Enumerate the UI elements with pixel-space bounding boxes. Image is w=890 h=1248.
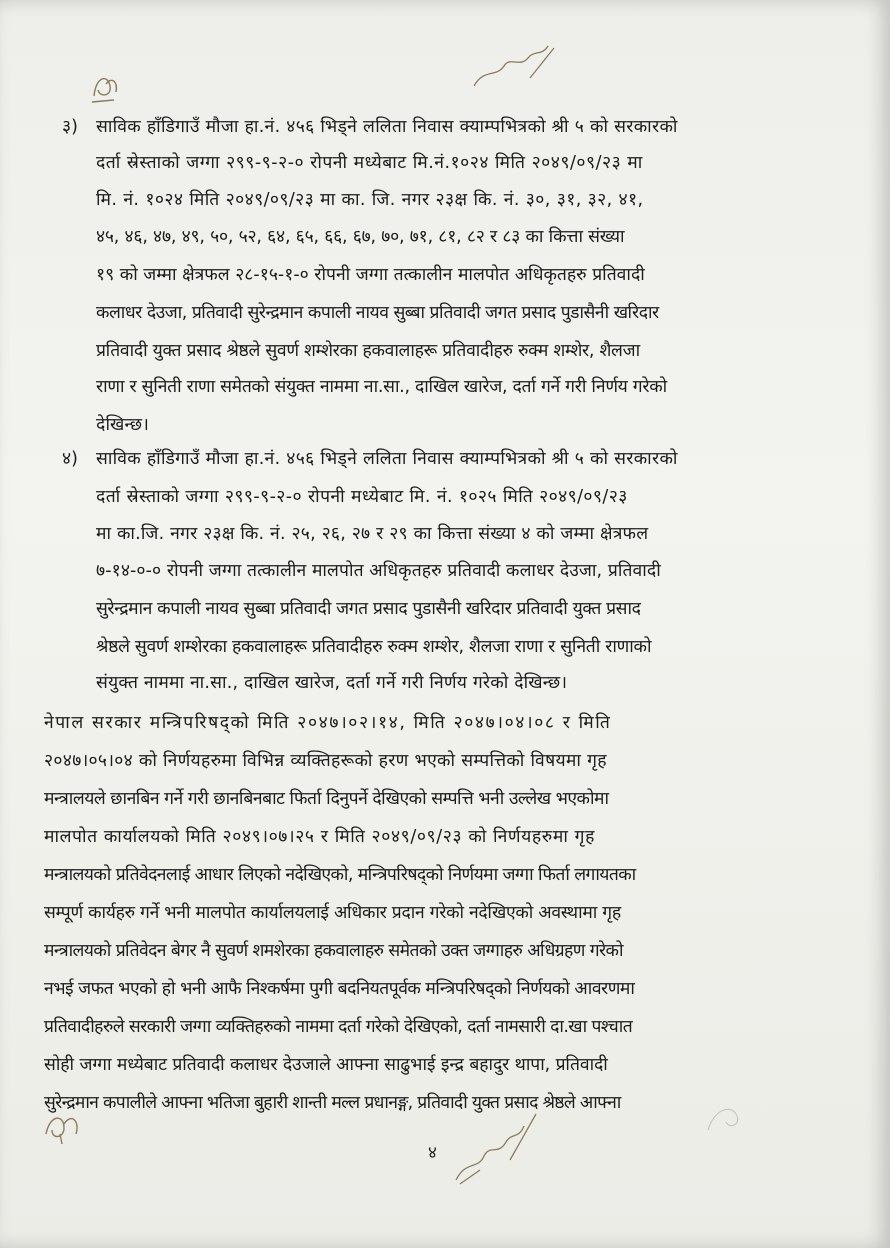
paragraph-line: प्रतिवादीहरुले सरकारी जग्गा व्यक्तिहरुको नाममा दर्ता गरेको देखिएको, दर्ता नामसारी दा.खा पश्चात [44, 1017, 633, 1037]
paragraph-line: सोही जग्गा मध्येबाट प्रतिवादी कलाधर देउजाले आफ्ना साढुभाई इन्द्र बहादुर थापा, प्रतिवादी [44, 1055, 608, 1075]
item-4-line: साविक हाँडिगाउँ मौजा हा.नं. ४५६ भिड्ने ललिता निवास क्याम्पभित्रको श्री ५ को सरकारको [96, 449, 678, 469]
item-3-line: दर्ता स्रेस्ताको जग्गा २९९-९-२-० रोपनी मध्येबाट मि.नं.१०२४ मिति २०४९/०९/२३ मा [96, 153, 643, 173]
item-4-line: ७-१४-०-० रोपनी जग्गा तत्कालीन मालपोत अधिकृतहरु प्रतिवादी कलाधर देउजा, प्रतिवादी [96, 561, 661, 581]
paragraph-line: नभई जफत भएको हो भनी आफै निश्कर्षमा पुगी बदनियतपूर्वक मन्त्रिपरिषद्को निर्णयको आवरणमा [44, 979, 635, 999]
item-4-line: दर्ता स्रेस्ताको जग्गा २९९-९-२-० रोपनी मध्येबाट मि. नं. १०२५ मिति २०४९/०९/२३ [96, 487, 628, 507]
paragraph-line: सुरेन्द्रमान कपालीले आफ्ना भतिजा बुहारी शान्ती मल्ल प्रधानङ्ग, प्रतिवादी युक्त प्रसाद श्रेष्ठले आफ्ना [44, 1093, 621, 1113]
paragraph-line: नेपाल सरकार मन्त्रिपरिषद्को मिति २०४७।०२।१४, मिति २०४७।०४।०८ र मिति [44, 713, 612, 733]
page-number: ४ [428, 1143, 437, 1163]
item-3-line: ४५, ४६, ४७, ४९, ५०, ५२, ६४, ६५, ६६, ६७, ७०, ७१, ८१, ८२ र ८३ का कित्ता संख्या [96, 227, 625, 247]
item-3-line: प्रतिवादी युक्त प्रसाद श्रेष्ठले सुवर्ण शम्शेरका हकवालाहरू प्रतिवादीहरु रुक्म शम्शेर, शैलजा [96, 341, 640, 361]
item-4-marker: ४) [62, 449, 78, 469]
item-4-line: सुरेन्द्रमान कपाली नायव सुब्बा प्रतिवादी जगत प्रसाद पुडासैनी खरिदार प्रतिवादी युक्त प्रसाद [96, 599, 641, 619]
item-3-line: देखिन्छ। [96, 415, 150, 435]
item-4-line: संयुक्त नाममा ना.सा., दाखिल खारेज, दर्ता गर्ने गरी निर्णय गरेको देखिन्छ। [96, 673, 568, 693]
faint-mark-bottom-right [700, 1090, 760, 1140]
paragraph-line: मन्त्रालयको प्रतिवेदनलाई आधार लिएको नदेखिएको, मन्त्रिपरिषद्को निर्णयमा जग्गा फिर्ता लगायतका [44, 865, 636, 885]
paragraph-line: मन्त्रालयले छानबिन गर्ने गरी छानबिनबाट फिर्ता दिनुपर्ने देखिएको सम्पत्ति भनी उल्लेख भएकोमा [44, 789, 609, 809]
item-3-line: मि. नं. १०२४ मिति २०४९/०९/२३ मा का. जि. नगर २३क्ष कि. नं. ३०, ३१, ३२, ४१, [96, 190, 644, 210]
paragraph-line: २०४७।०५।०४ को निर्णयहरुमा विभिन्न व्यक्तिहरूको हरण भएको सम्पत्तिको विषयमा गृह [44, 751, 607, 771]
paragraph-line: मन्त्रालयको प्रतिवेदन बेगर नै सुवर्ण शमशेरका हकवालाहरु समेतको उक्त जग्गाहरु अधिग्रहण गरेको [44, 941, 623, 961]
item-4-line: मा का.जि. नगर २३क्ष कि. नं. २५, २६, २७ र २९ का कित्ता संख्या ४ को जम्मा क्षेत्रफल [96, 524, 649, 544]
item-3-line: साविक हाँडिगाउँ मौजा हा.नं. ४५६ भिड्ने ललिता निवास क्याम्पभित्रको श्री ५ को सरकारको [96, 117, 678, 137]
item-3-marker: ३) [62, 117, 78, 137]
handwritten-signature-top [470, 38, 560, 98]
item-3-line: राणा र सुनिती राणा समेतको संयुक्त नाममा ना.सा., दाखिल खारेज, दर्ता गर्ने गरी निर्णय गरेको [96, 377, 667, 397]
paragraph-line: मालपोत कार्यालयको मिति २०४९।०७।२५ र मिति २०४९/०९/२३ को निर्णयहरुमा गृह [44, 827, 595, 847]
handwritten-initial-top-left [86, 66, 126, 106]
item-4-line: श्रेष्ठले सुवर्ण शम्शेरका हकवालाहरू प्रतिवादीहरु रुक्म शम्शेर, शैलजा राणा र सुनिती राणाको [96, 637, 652, 657]
item-3-line: १९ को जम्मा क्षेत्रफल २८-१५-१-० रोपनी जग्गा तत्कालीन मालपोत अधिकृतहरु प्रतिवादी [96, 265, 645, 285]
paragraph-line: सम्पूर्ण कार्यहरु गर्ने भनी मालपोत कार्यालयलाई अधिकार प्रदान गरेको नदेखिएको अवस्थामा गृह [44, 903, 621, 923]
item-3-line: कलाधर देउजा, प्रतिवादी सुरेन्द्रमान कपाली नायव सुब्बा प्रतिवादी जगत प्रसाद पुडासैनी खरिदार [96, 303, 659, 323]
